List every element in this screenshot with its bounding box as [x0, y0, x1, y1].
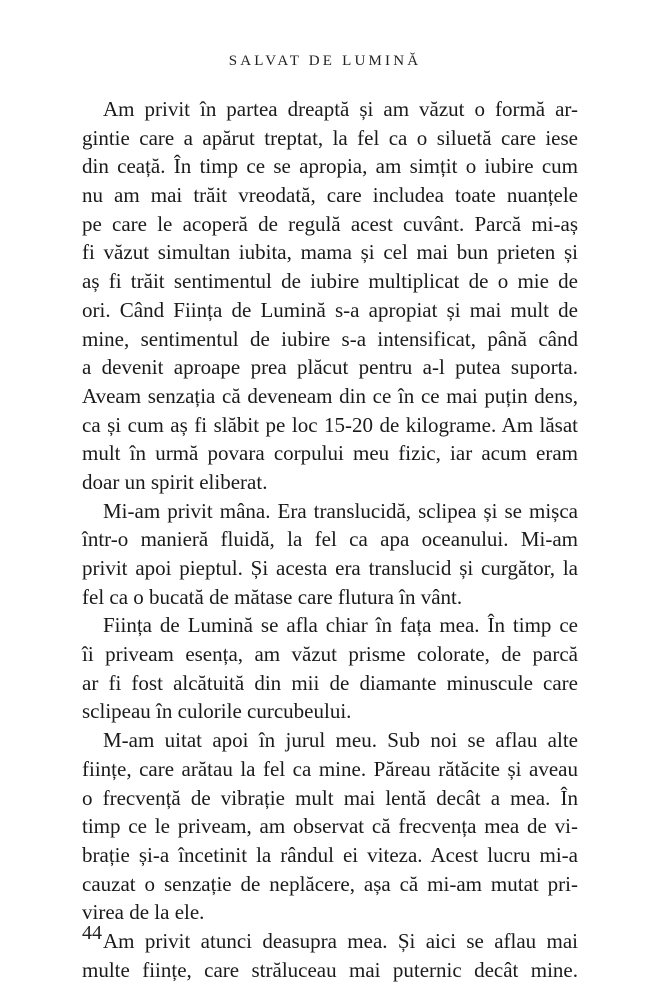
text-line: într-o manieră fluidă, la fel ca apa oceanului. Mi-am	[82, 527, 578, 552]
text-line: timp ce le priveam, am observat că frecvența mea de vi-	[82, 814, 578, 839]
text-line: sclipeau în culorile curcubeului.	[82, 699, 352, 724]
text-line: din ceață. În timp ce se apropia, am simțit o iubire cum	[82, 154, 578, 179]
text-line: nu am mai trăit vreodată, care includea toate nuanțele	[82, 183, 578, 208]
text-line: mult în urmă povara corpului meu fizic, iar acum eram	[82, 441, 578, 466]
text-line: Am privit atunci deasupra mea. Și aici se aflau mai	[103, 928, 578, 953]
text-line: privit apoi pieptul. Și acesta era translucid și curgător, la	[82, 556, 578, 580]
text-line: pe care le acoperă de regulă acest cuvânt. Parcă mi-aș	[82, 211, 578, 236]
text-line: Ființa de Lumină se afla chiar în fața mea. În timp ce	[103, 613, 578, 638]
text-line: fi văzut simultan iubita, mama și cel mai bun prieten și	[82, 240, 578, 265]
text-line: îi priveam esența, am văzut prisme colorate, de parcă	[82, 642, 578, 667]
text-line: doar un spirit eliberat.	[82, 469, 268, 494]
text-line: aș fi trăit sentimentul de iubire multiplicat de o mie de	[82, 269, 578, 294]
text-line: ar fi fost alcătuită din mii de diamante minuscule care	[82, 670, 578, 695]
text-line: M-am uitat apoi în jurul meu. Sub noi se aflau alte	[103, 728, 578, 753]
text-line: cauzat o senzație de neplăcere, așa că mi-am mutat pri-	[82, 871, 578, 896]
text-line: virea de la ele.	[82, 900, 205, 925]
text-line: ca și cum aș fi slăbit pe loc 15-20 de kilograme. Am lăsat	[82, 412, 578, 437]
text-line: Aveam senzația că deveneam din ce în ce mai puțin dens,	[82, 383, 578, 408]
text-line: multe ființe, care străluceau mai puternic decât mine.	[82, 957, 578, 982]
text-line: ori. Când Ființa de Lumină s-a apropiat și mai mult de	[82, 297, 578, 322]
text-line: Am privit în partea dreaptă și am văzut o formă ar-	[103, 97, 578, 121]
text-line: Mi-am privit mâna. Era translucidă, sclipea și se mișca	[103, 498, 578, 523]
text-line: gintie care a apărut treptat, la fel ca o siluetă care iese	[82, 125, 578, 150]
text-line: brație și-a încetinit la rândul ei viteza. Acest lucru mi-a	[82, 842, 578, 867]
text-line: o frecvență de vibrație mult mai lentă decât a mea. În	[82, 785, 578, 810]
text-line: a devenit aproape prea plăcut pentru a-l putea suporta.	[82, 355, 578, 380]
text-line: ființe, care arătau la fel ca mine. Păreau rătăcite și aveau	[82, 756, 578, 781]
text-line: fel ca o bucată de mătase care flutura în vânt.	[82, 584, 463, 609]
running-head: SALVAT DE LUMINĂ	[228, 53, 422, 69]
body-text	[82, 95, 578, 984]
text-line: mine, sentimentul de iubire s-a intensificat, până când	[82, 326, 578, 351]
page-number: 44	[82, 922, 102, 944]
